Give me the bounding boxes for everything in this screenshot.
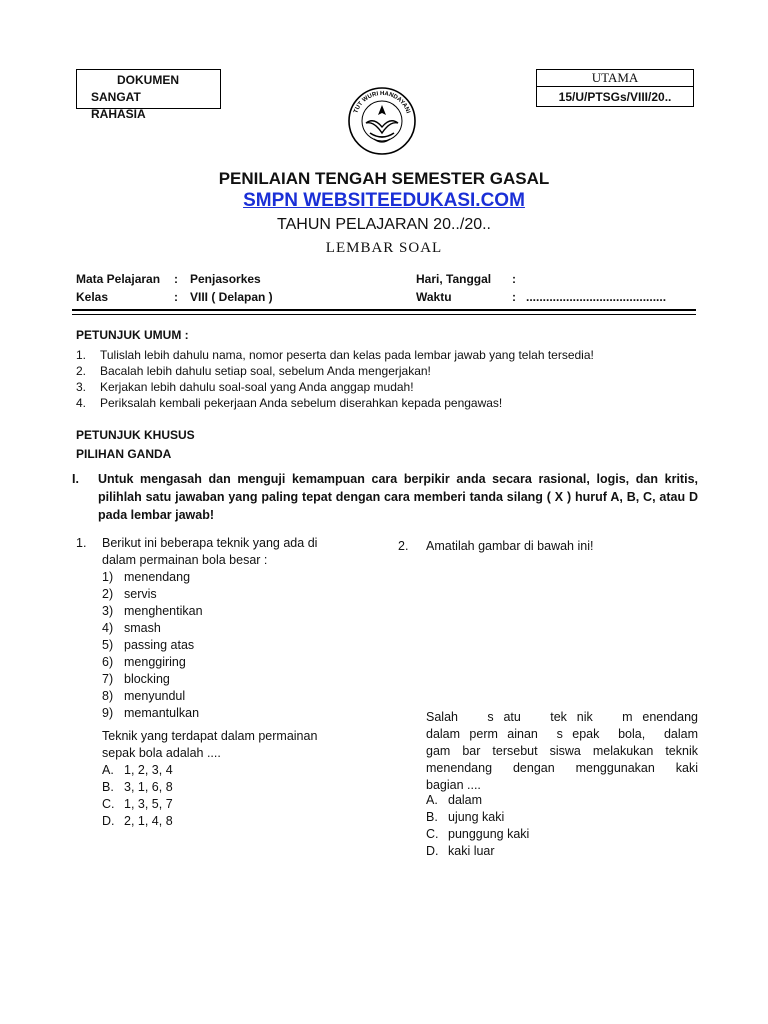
academic-year: TAHUN PELAJARAN 20../20.. [277, 216, 491, 233]
general-instructions-heading: PETUNJUK UMUM : [76, 328, 189, 342]
option-text: ujung kaki [448, 810, 505, 824]
technique-list-item [102, 569, 302, 586]
section-number: I. [72, 472, 79, 486]
divider-thick [72, 309, 696, 311]
technique-list-item [102, 688, 302, 705]
option-text: 1, 2, 3, 4 [124, 763, 173, 777]
list-text: menendang [124, 570, 191, 584]
divider-thin [72, 314, 696, 315]
option-text: 2, 1, 4, 8 [124, 814, 173, 828]
multiple-choice-instruction [72, 470, 698, 526]
list-number: 2) [102, 587, 114, 601]
option-letter: D. [426, 844, 439, 858]
list-number: 7) [102, 672, 114, 686]
answer-option [426, 826, 626, 843]
question-1-stem-line1: Teknik yang terdapat dalam permainan [102, 729, 318, 743]
doc-label-line1: DOKUMEN [117, 73, 179, 87]
question-2-stem-line3: gam bar tersebut siswa melakukan teknik [426, 744, 698, 758]
option-letter: B. [426, 810, 438, 824]
item-text: Kerjakan lebih dahulu soal-soal yang Anda anggap mudah! [100, 380, 414, 394]
list-text: menggiring [124, 655, 186, 669]
option-letter: C. [426, 827, 439, 841]
answer-option [426, 843, 626, 860]
list-number: 3) [102, 604, 114, 618]
class-label: Kelas [76, 290, 109, 304]
question-2-stem-line4: menendang dengan menggunakan kaki [426, 761, 698, 775]
technique-list-item [102, 637, 302, 654]
technique-list-item [102, 671, 302, 688]
utama-label-box: UTAMA [536, 69, 694, 87]
special-instructions-heading: PETUNJUK KHUSUS [76, 428, 195, 442]
question-2-intro: Amatilah gambar di bawah ini! [426, 539, 594, 553]
item-number: 4. [76, 396, 87, 410]
class-colon: : [174, 290, 178, 304]
option-letter: A. [102, 763, 114, 777]
list-text: smash [124, 621, 161, 635]
time-label: Waktu [416, 290, 452, 304]
option-text: 1, 3, 5, 7 [124, 797, 173, 811]
time-value: .......................................... [526, 290, 667, 304]
question-1-number: 1. [76, 536, 87, 550]
list-number: 1) [102, 570, 114, 584]
technique-list-item [102, 586, 302, 603]
general-instruction-item [76, 380, 696, 396]
question-2-stem-line5: bagian .... [426, 778, 481, 792]
doc-label-line2: SANGAT [91, 90, 141, 104]
document-code-box: 15/U/PTSGs/VIII/20.. [536, 86, 694, 107]
list-text: passing atas [124, 638, 195, 652]
question-2-stem-line2: dalam perm ainan s epak bola, dalam [426, 727, 698, 741]
answer-option [102, 796, 302, 813]
list-number: 5) [102, 638, 114, 652]
question-1-line1: Berikut ini beberapa teknik yang ada di [102, 536, 318, 550]
subject-colon: : [174, 272, 178, 286]
document-classification-box [76, 69, 221, 121]
answer-option [426, 792, 626, 809]
technique-list-item [102, 654, 302, 671]
list-number: 8) [102, 689, 114, 703]
question-2-number: 2. [398, 539, 409, 553]
multiple-choice-heading: PILIHAN GANDA [76, 447, 172, 461]
instruction-text: Untuk mengasah dan menguji kemampuan cara berpikir anda secara rasional, logis, dan kritis, pilihlah satu jawaban yang paling tepat dengan cara memberi tanda silang ( X ) huruf A, B, C, atau D pada lembar jawab! [98, 472, 698, 522]
list-number: 4) [102, 621, 114, 635]
tut-wuri-handayani-logo-icon [344, 83, 420, 159]
general-instruction-item [76, 348, 696, 364]
option-text: punggung kaki [448, 827, 530, 841]
school-name: SMPN WEBSITEEDUKASI.COM [243, 190, 525, 211]
list-text: servis [124, 587, 157, 601]
logo-motto-text: TUT WURI HANDAYANI [353, 90, 411, 115]
list-text: blocking [124, 672, 170, 686]
general-instruction-item [76, 396, 696, 412]
technique-list-item [102, 705, 302, 722]
technique-list-item [102, 620, 302, 637]
answer-option [102, 779, 302, 796]
list-text: memantulkan [124, 706, 200, 720]
list-number: 9) [102, 706, 114, 720]
list-number: 6) [102, 655, 114, 669]
item-number: 3. [76, 380, 87, 394]
question-2-stem-line1: Salah s atu tek nik m enendang [426, 710, 698, 724]
option-letter: C. [102, 797, 115, 811]
answer-option [102, 762, 302, 779]
option-letter: B. [102, 780, 114, 794]
list-text: menghentikan [124, 604, 203, 618]
item-text: Tulislah lebih dahulu nama, nomor peserta dan kelas pada lembar jawab yang telah tersedia! [100, 348, 594, 362]
subject-value: Penjasorkes [190, 272, 261, 286]
question-1-stem-line2: sepak bola adalah .... [102, 746, 221, 760]
option-text: kaki luar [448, 844, 495, 858]
time-colon: : [512, 290, 516, 304]
exam-title: PENILAIAN TENGAH SEMESTER GASAL [218, 169, 550, 188]
general-instruction-item [76, 364, 696, 380]
item-text: Periksalah kembali pekerjaan Anda sebelum diserahkan kepada pengawas! [100, 396, 503, 410]
option-letter: A. [426, 793, 438, 807]
answer-option [426, 809, 626, 826]
doc-label-line3: RAHASIA [91, 107, 146, 121]
item-number: 2. [76, 364, 87, 378]
technique-list-item [102, 603, 302, 620]
answer-option [102, 813, 302, 830]
item-number: 1. [76, 348, 87, 362]
sheet-title: LEMBAR SOAL [325, 240, 443, 256]
option-text: 3, 1, 6, 8 [124, 780, 173, 794]
question-2-image-area [452, 560, 672, 700]
class-value: VIII ( Delapan ) [190, 290, 273, 304]
option-text: dalam [448, 793, 483, 807]
day-date-colon: : [512, 272, 516, 286]
day-date-label: Hari, Tanggal [416, 272, 492, 286]
option-letter: D. [102, 814, 115, 828]
subject-label: Mata Pelajaran [76, 272, 161, 286]
question-1-line2: dalam permainan bola besar : [102, 553, 268, 567]
list-text: menyundul [124, 689, 186, 703]
item-text: Bacalah lebih dahulu setiap soal, sebelum Anda mengerjakan! [100, 364, 431, 378]
